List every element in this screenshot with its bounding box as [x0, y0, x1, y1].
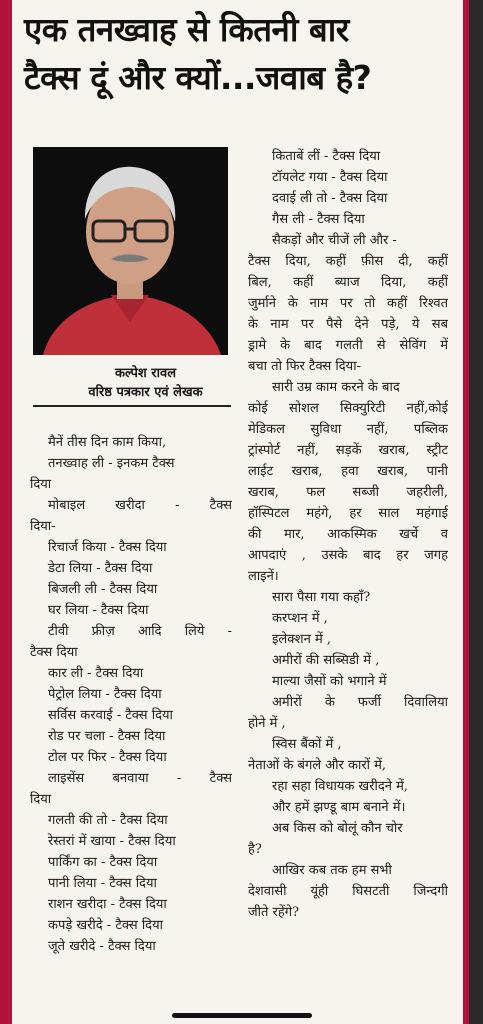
text-line: टीवी फ्रीज़ आदि लिये - [48, 624, 232, 639]
text-line: लाइनें। [248, 569, 279, 584]
text-line: ड्रामे के बाद गलती से सेविंग में [248, 338, 448, 353]
text-line: दिया- [30, 519, 56, 534]
text-line: तनख्वाह ली - इनकम टैक्स [48, 456, 175, 471]
text-line: लाईट खराब, हवा खराब, पानी [248, 464, 448, 479]
text-line: है? [248, 842, 262, 857]
text-line: माल्या जैसों को भगाने में [272, 674, 387, 689]
text-line: रेस्तरां में खाया - टैक्स दिया [48, 834, 176, 849]
text-line: देशवासी यूंही घिसटती जिन्दगी [248, 884, 448, 899]
left-red-border [0, 0, 12, 1024]
text-line: अब किस को बोलूं कौन चोर [272, 821, 403, 836]
text-line: बिजली ली - टैक्स दिया [48, 582, 158, 597]
text-line: कोई सोशल सिक्युरिटी नहीं,कोई [248, 401, 448, 416]
text-line: पेट्रोल लिया - टैक्स दिया [48, 687, 162, 702]
author-divider [33, 405, 231, 407]
text-line: बिल, कहीं ब्याज दिया, कहीं [248, 275, 448, 290]
text-line: अमीरों की सब्सिडी में , [272, 653, 380, 668]
text-line: दवाई ली तो - टैक्स दिया [272, 191, 388, 206]
text-line: कार ली - टैक्स दिया [48, 666, 144, 681]
text-line: हॉस्पिटल महंगे, हर साल महंगाई [248, 506, 448, 521]
text-line: दिया [30, 477, 52, 492]
text-line: रिचार्ज किया - टैक्स दिया [48, 540, 167, 555]
text-line: मेडिकल सुविधा नहीं, पब्लिक [248, 422, 448, 437]
right-red-border [463, 0, 469, 1024]
text-line: लाइसेंस बनवाया - टैक्स [48, 771, 232, 786]
text-line: सर्विस करवाई - टैक्स दिया [48, 708, 173, 723]
headline-line-1: एक तनख्वाह से कितनी बार [24, 10, 349, 49]
text-line: और हमें झण्डू बाम बनाने में। [272, 800, 406, 815]
text-line: टैक्स दिया, कहीं फ़ीस दी, कहीं [248, 254, 448, 269]
text-line: खराब, फल सब्जी जहरीली, [248, 485, 448, 500]
text-line: बचा तो फिर टैक्स दिया- [248, 359, 361, 374]
author-photo [33, 147, 228, 355]
text-line: दिया [30, 792, 52, 807]
text-line: पार्किंग का - टैक्स दिया [48, 855, 158, 870]
text-line: अमीरों के फर्जी दिवालिया [272, 695, 448, 710]
text-line: सारी उम्र काम करने के बाद [272, 380, 400, 395]
text-line: राशन खरीदा - टैक्स दिया [48, 897, 167, 912]
text-line: आपदाएं , उसके बाद हर जगह [248, 548, 448, 563]
text-line: रोड पर चला - टैक्स दिया [48, 729, 166, 744]
text-line: टोल पर फिर - टैक्स दिया [48, 750, 167, 765]
text-line: नेताओं के बंगले और कारों में, [248, 758, 387, 773]
author-credit [58, 364, 233, 402]
author-title: वरिष्ठ पत्रकार एवं लेखक [88, 385, 203, 400]
text-line: होने में , [248, 716, 286, 731]
text-line: ट्रांस्पोर्ट नहीं, सड़कें खराब, स्ट्रीट [248, 443, 448, 458]
text-line: आखिर कब तक हम सभी [272, 863, 392, 878]
text-line: स्विस बैंकों में , [272, 737, 342, 752]
right-column [248, 146, 448, 923]
text-line: डेटा लिया - टैक्स दिया [48, 561, 153, 576]
text-line: मोबाइल खरीदा - टैक्स [48, 498, 232, 513]
text-line: किताबें लीं - टैक्स दिया [272, 149, 381, 164]
text-line: टॉयलेट गया - टैक्स दिया [272, 170, 388, 185]
text-line: जीते रहेंगे? [248, 905, 300, 920]
text-line: गलती की तो - टैक्स दिया [48, 813, 168, 828]
author-name: कल्पेश रावल [114, 366, 177, 381]
left-column [30, 432, 232, 957]
text-line: मैनें तीस दिन काम किया, [48, 435, 167, 450]
text-line: सारा पैसा गया कहाँ? [272, 590, 371, 605]
text-line: पानी लिया - टैक्स दिया [48, 876, 157, 891]
headline-line-2: टैक्स दूं और क्यों...जवाब है? [24, 58, 372, 97]
home-indicator[interactable] [172, 1013, 312, 1018]
text-line: जुर्माने के नाम पर तो कहीं रिश्वत [248, 296, 448, 311]
text-line: सैकड़ों और चीजें ली और - [272, 233, 397, 248]
text-line: के नाम पर पैसे देने पड़े, ये सब [248, 317, 448, 332]
text-line: करप्शन में , [272, 611, 328, 626]
text-line: घर लिया - टैक्स दिया [48, 603, 149, 618]
text-line: रहा सहा विधायक खरीदने में, [272, 779, 408, 794]
text-line: की मार, आकस्मिक खर्चे व [248, 527, 448, 542]
text-line: कपड़े खरीदे - टैक्स दिया [48, 918, 163, 933]
text-line: जूते खरीदे - टैक्स दिया [48, 939, 156, 954]
text-line: गैस ली - टैक्स दिया [272, 212, 365, 227]
headline [24, 6, 454, 102]
author-portrait-image [33, 147, 228, 355]
text-line: टैक्स दिया [30, 645, 78, 660]
text-line: इलेक्शन में , [272, 632, 332, 647]
